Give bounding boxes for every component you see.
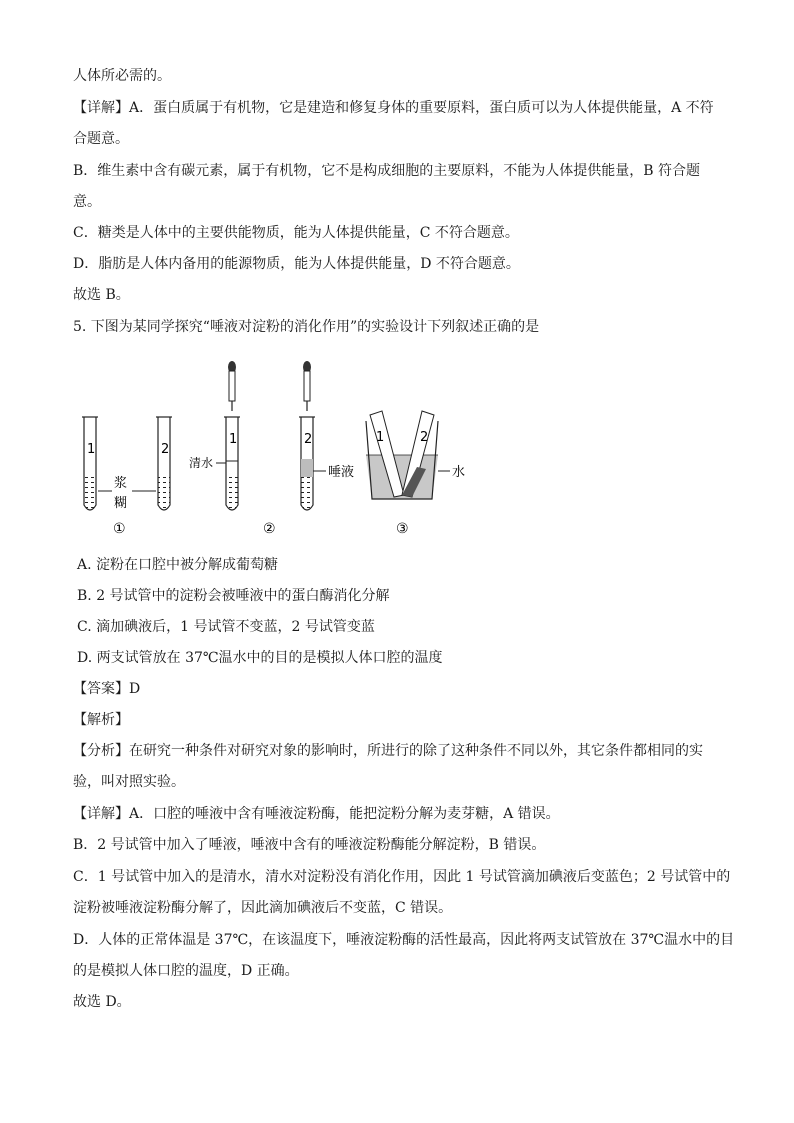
text-line: C．糖类是人体中的主要供能物质，能为人体提供能量，C 不符合题意。: [73, 225, 519, 241]
tube-1-label-step2: 1: [229, 432, 238, 447]
tube-2-label-step2: 2: [304, 432, 313, 447]
answer-line: 【答案】D: [73, 681, 141, 697]
bath-tube-2-label: 2: [420, 430, 429, 445]
conclusion-line: 故选 D。: [73, 994, 131, 1010]
text-line: 故选 B。: [73, 287, 130, 303]
experiment-figure: [0, 345, 794, 545]
analysis-heading: 【解析】: [73, 712, 129, 728]
option-b: B. 2 号试管中的淀粉会被唾液中的蛋白酶消化分解: [77, 588, 390, 604]
detail-line: C．1 号试管中加入的是清水，清水对淀粉没有消化作用，因此 1 号试管滴加碘液后变蓝色；2 号试管中的: [73, 869, 731, 885]
water-bath: [366, 411, 438, 499]
step-3-marker: ③: [396, 521, 409, 537]
step-1-marker: ①: [113, 521, 126, 537]
text-line: 意。: [73, 194, 101, 210]
option-a: A. 淀粉在口腔中被分解成葡萄糖: [77, 557, 279, 573]
tube-1-label: 1: [87, 442, 96, 457]
tube-2-label: 2: [161, 442, 170, 457]
text-line: 合题意。: [73, 131, 129, 147]
detail-line: 的是模拟人体口腔的温度，D 正确。: [73, 963, 299, 979]
bath-tube-1-label: 1: [376, 430, 385, 445]
detail-line: 【详解】A．口腔的唾液中含有唾液淀粉酶，能把淀粉分解为麦芽糖，A 错误。: [73, 806, 560, 822]
tube-1-step2: [224, 361, 240, 510]
text-line: 【详解】A．蛋白质属于有机物，它是建造和修复身体的重要原料，蛋白质可以为人体提供能量，A 不符: [73, 100, 714, 116]
text-line: D．脂肪是人体内备用的能源物质，能为人体提供能量，D 不符合题意。: [73, 256, 520, 272]
detail-line: B．2 号试管中加入了唾液，唾液中含有的唾液淀粉酶能分解淀粉，B 错误。: [73, 837, 546, 853]
text-line: B．维生素中含有碳元素，属于有机物，它不是构成细胞的主要原料，不能为人体提供能量，B 符合题: [73, 163, 701, 179]
option-d: D. 两支试管放在 37℃温水中的目的是模拟人体口腔的温度: [77, 650, 443, 666]
bath-water-label: 水: [452, 465, 466, 480]
paste-label-2: 糊: [114, 496, 128, 511]
tube-2-step2: [299, 361, 315, 510]
tube-2-step1: [156, 417, 172, 510]
step-2-marker: ②: [263, 521, 276, 537]
water-label: 清水: [189, 456, 214, 470]
analysis-line: 验，叫对照实验。: [73, 774, 185, 790]
tube-1-step1: [82, 417, 98, 510]
saliva-label: 唾液: [328, 465, 355, 480]
analysis-line: 【分析】在研究一种条件对研究对象的影响时，所进行的除了这种条件不同以外，其它条件都相同的实: [73, 743, 703, 759]
question-5: 5. 下图为某同学探究“唾液对淀粉的消化作用”的实验设计下列叙述正确的是: [73, 319, 540, 335]
option-c: C. 滴加碘液后，1 号试管不变蓝，2 号试管变蓝: [77, 619, 375, 635]
paste-label-1: 浆: [114, 476, 128, 491]
detail-line: 淀粉被唾液淀粉酶分解了，因此滴加碘液后不变蓝，C 错误。: [73, 900, 453, 916]
text-line: 人体所必需的。: [73, 68, 171, 84]
detail-line: D．人体的正常体温是 37℃，在该温度下，唾液淀粉酶的活性最高，因此将两支试管放在 37℃温水中的目: [73, 932, 735, 948]
